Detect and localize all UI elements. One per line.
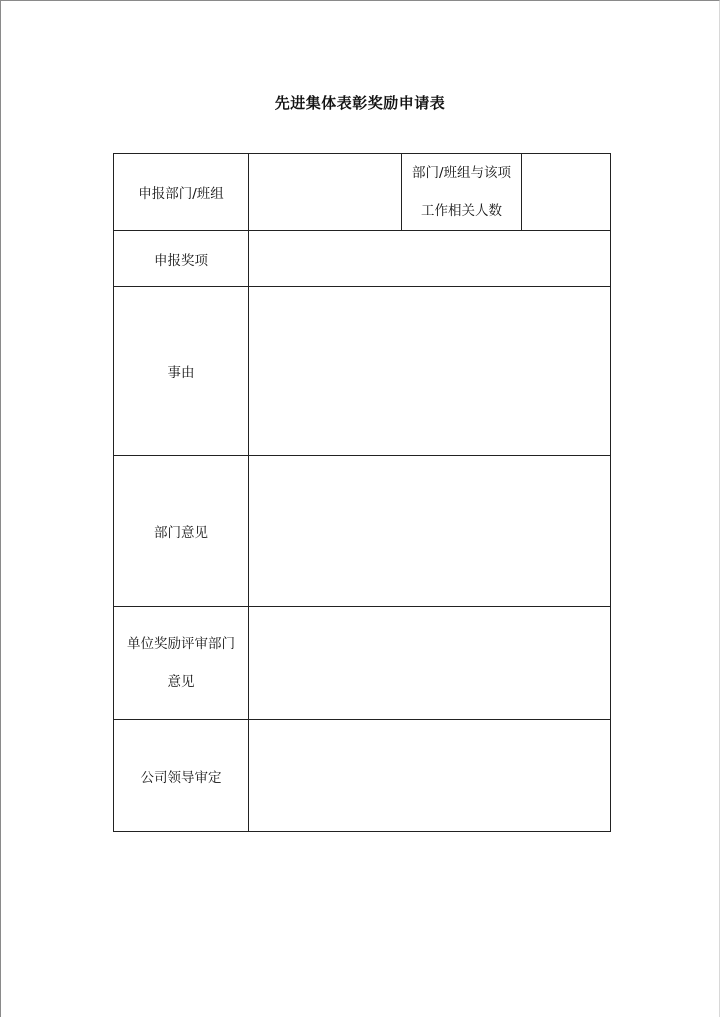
row-review-opinion: [114, 607, 611, 720]
review-opinion-label-line1: 单位奖励评审部门: [127, 636, 235, 652]
leader-approval-field[interactable]: [249, 720, 611, 832]
row-department: [114, 154, 611, 231]
headcount-label-line2: 工作相关人数: [421, 203, 502, 219]
reason-field[interactable]: [249, 287, 611, 456]
row-dept-opinion: [114, 456, 611, 607]
award-label: 申报奖项: [114, 231, 249, 287]
reason-label: 事由: [114, 287, 249, 456]
row-award: [114, 231, 611, 287]
dept-opinion-label: 部门意见: [114, 456, 249, 607]
headcount-label-line1: 部门/班组与该项: [411, 165, 512, 181]
dept-opinion-field[interactable]: [249, 456, 611, 607]
application-form-table: [113, 153, 611, 832]
leader-approval-label: 公司领导审定: [114, 720, 249, 832]
headcount-field[interactable]: [522, 154, 611, 231]
award-field[interactable]: [249, 231, 611, 287]
row-leader-approval: [114, 720, 611, 832]
department-field[interactable]: [249, 154, 402, 231]
department-label: 申报部门/班组: [114, 154, 249, 231]
headcount-label: [402, 154, 522, 231]
review-opinion-label: [114, 607, 249, 720]
form-title: 先进集体表彰奖励申请表: [274, 94, 446, 112]
row-reason: [114, 287, 611, 456]
review-opinion-field[interactable]: [249, 607, 611, 720]
review-opinion-label-line2: 意见: [167, 674, 195, 690]
